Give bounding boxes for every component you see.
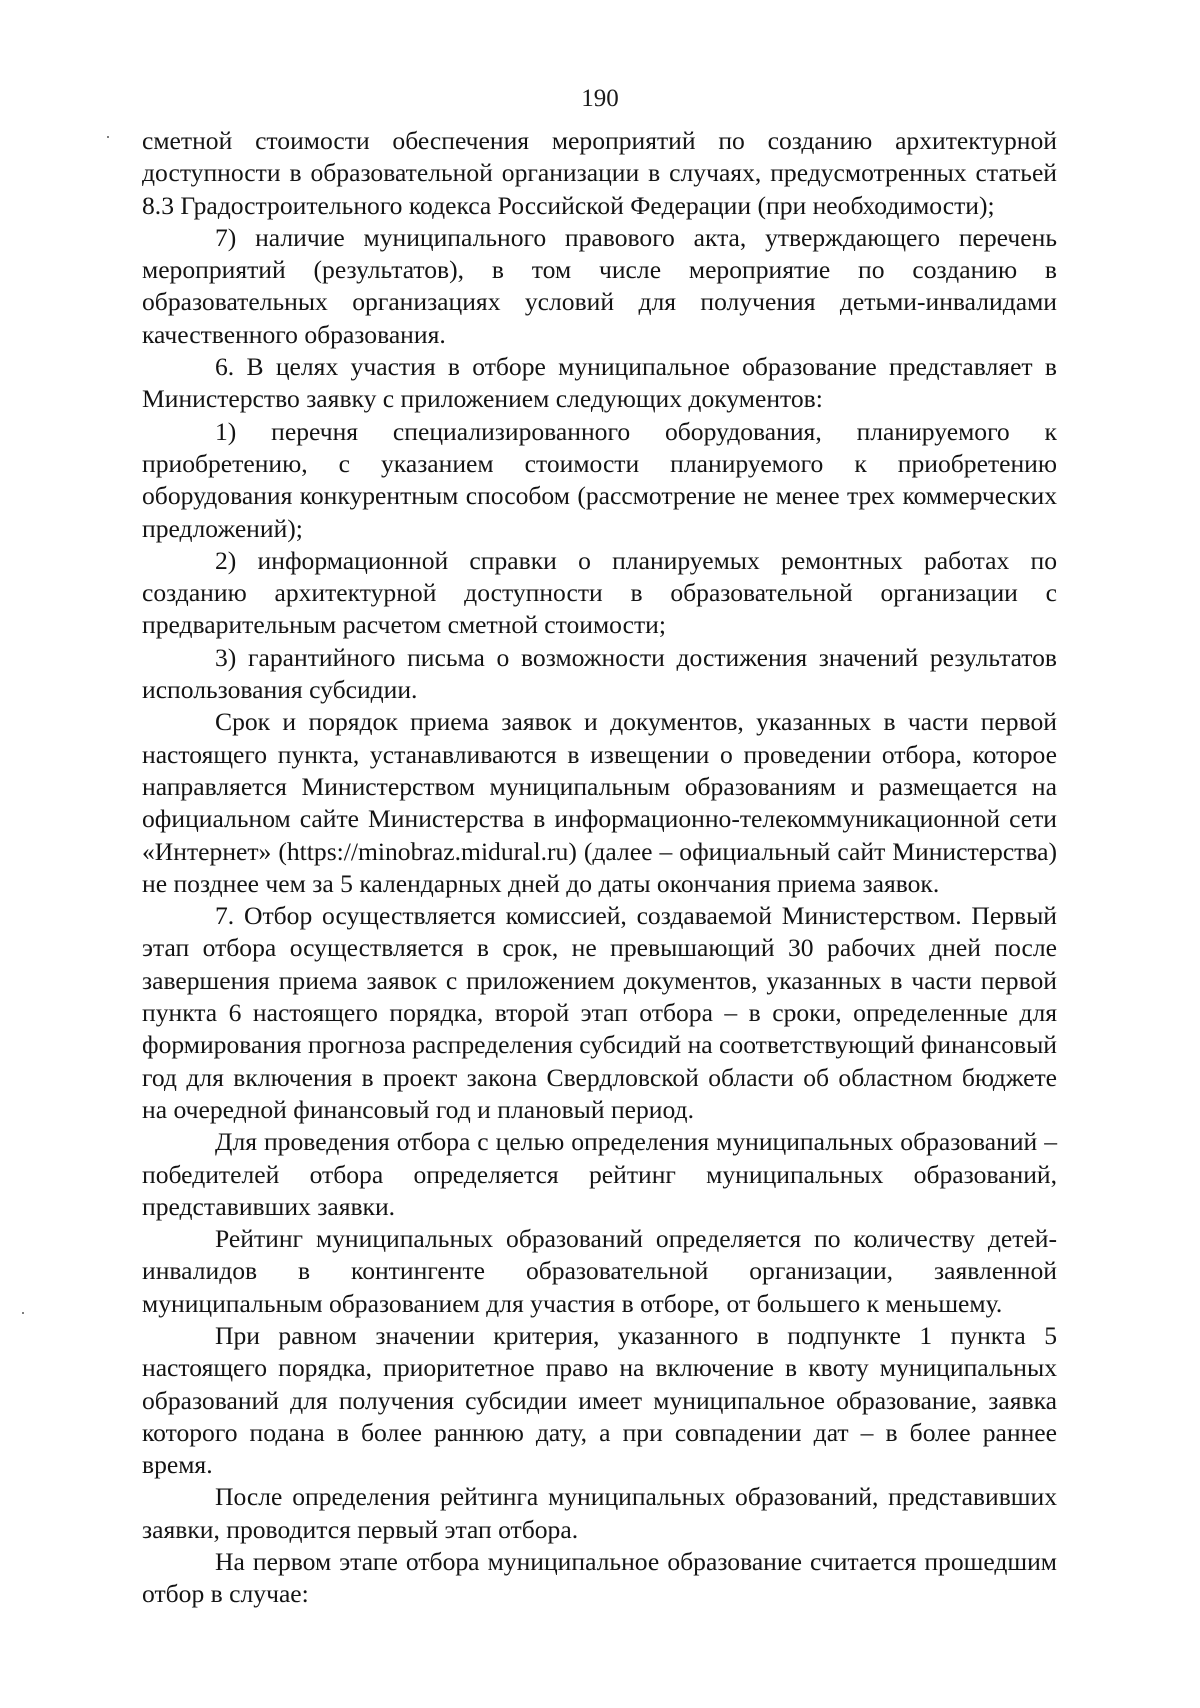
paragraph-first-stage: После определения рейтинга муниципальных образований, представивших заявки, проводится первый этап отбора. <box>142 1482 1057 1544</box>
paragraph-item-1: 1) перечня специализированного оборудования, планируемого к приобретению, с указанием стоимости планируемого к приобретению оборудования конкурентным способом (рассмотрение не менее трех коммерческих предложений); <box>142 416 1057 543</box>
scan-speck <box>22 1312 24 1314</box>
paragraph-section-7: 7. Отбор осуществляется комиссией, создаваемой Министерством. Первый этап отбора осуществляется в срок, не превышающий 30 рабочих дней после завершения приема заявок с приложением документов, указанных в части первой пункта 6 настоящего порядка, второй этап отбора – в сроки, определенные для формирования прогноза распределения субсидий на соответствующий финансовый год для включения в проект закона Свердловской области об областном бюджете на очередной финансовый год и плановый период. <box>142 901 1057 1124</box>
paragraph-rating-criteria: Рейтинг муниципальных образований определяется по количеству детей-инвалидов в контингенте образовательной организации, заявленной муниципальным образованием для участия в отборе, от большего к меньшему. <box>142 1224 1057 1318</box>
paragraph-item-3: 3) гарантийного письма о возможности достижения значений результатов использования субсидии. <box>142 642 1057 705</box>
page-number: 190 <box>581 85 619 112</box>
paragraph-continuation: сметной стоимости обеспечения мероприятий по созданию архитектурной доступности в образовательной организации в случаях, предусмотренных статьей 8.3 Градостроительного кодекса Российской Федерации (при необходимости); <box>142 126 1057 220</box>
scan-speck <box>107 136 109 138</box>
paragraph-section-6: 6. В целях участия в отборе муниципальное образование представляет в Министерство заявку с приложением следующих документов: <box>142 352 1057 414</box>
paragraph-deadline: Срок и порядок приема заявок и документов, указанных в части первой настоящего пункта, устанавливаются в извещении о проведении отбора, которое направляется Министерством муниципальным образованиям и размещается на официальном сайте Министерства в информационно-телекоммуникационной сети «Интернет» (https://minobraz.midural.ru) (далее – официальный сайт Министерства) не позднее чем за 5 календарных дней до даты окончания приема заявок. <box>142 707 1057 898</box>
paragraph-first-stage-conditions: На первом этапе отбора муниципальное образование считается прошедшим отбор в случае: <box>142 1547 1057 1609</box>
paragraph-rating-purpose: Для проведения отбора с целью определения муниципальных образований – победителей отбора определяется рейтинг муниципальных образований, представивших заявки. <box>142 1127 1057 1221</box>
paragraph-item-7: 7) наличие муниципального правового акта, утверждающего перечень мероприятий (результатов), в том числе мероприятие по созданию в образовательных организациях условий для получения детьми-инвалидами качественного образования. <box>142 222 1057 349</box>
document-body <box>142 125 1057 1611</box>
paragraph-priority: При равном значении критерия, указанного в подпункте 1 пункта 5 настоящего порядка, приоритетное право на включение в квоту муниципальных образований для получения субсидии имеет муниципальное образование, заявка которого подана в более раннюю дату, а при совпадении дат – в более раннее время. <box>142 1320 1057 1480</box>
paragraph-item-2: 2) информационной справки о планируемых ремонтных работах по созданию архитектурной доступности в образовательной организации с предварительным расчетом сметной стоимости; <box>142 545 1057 640</box>
